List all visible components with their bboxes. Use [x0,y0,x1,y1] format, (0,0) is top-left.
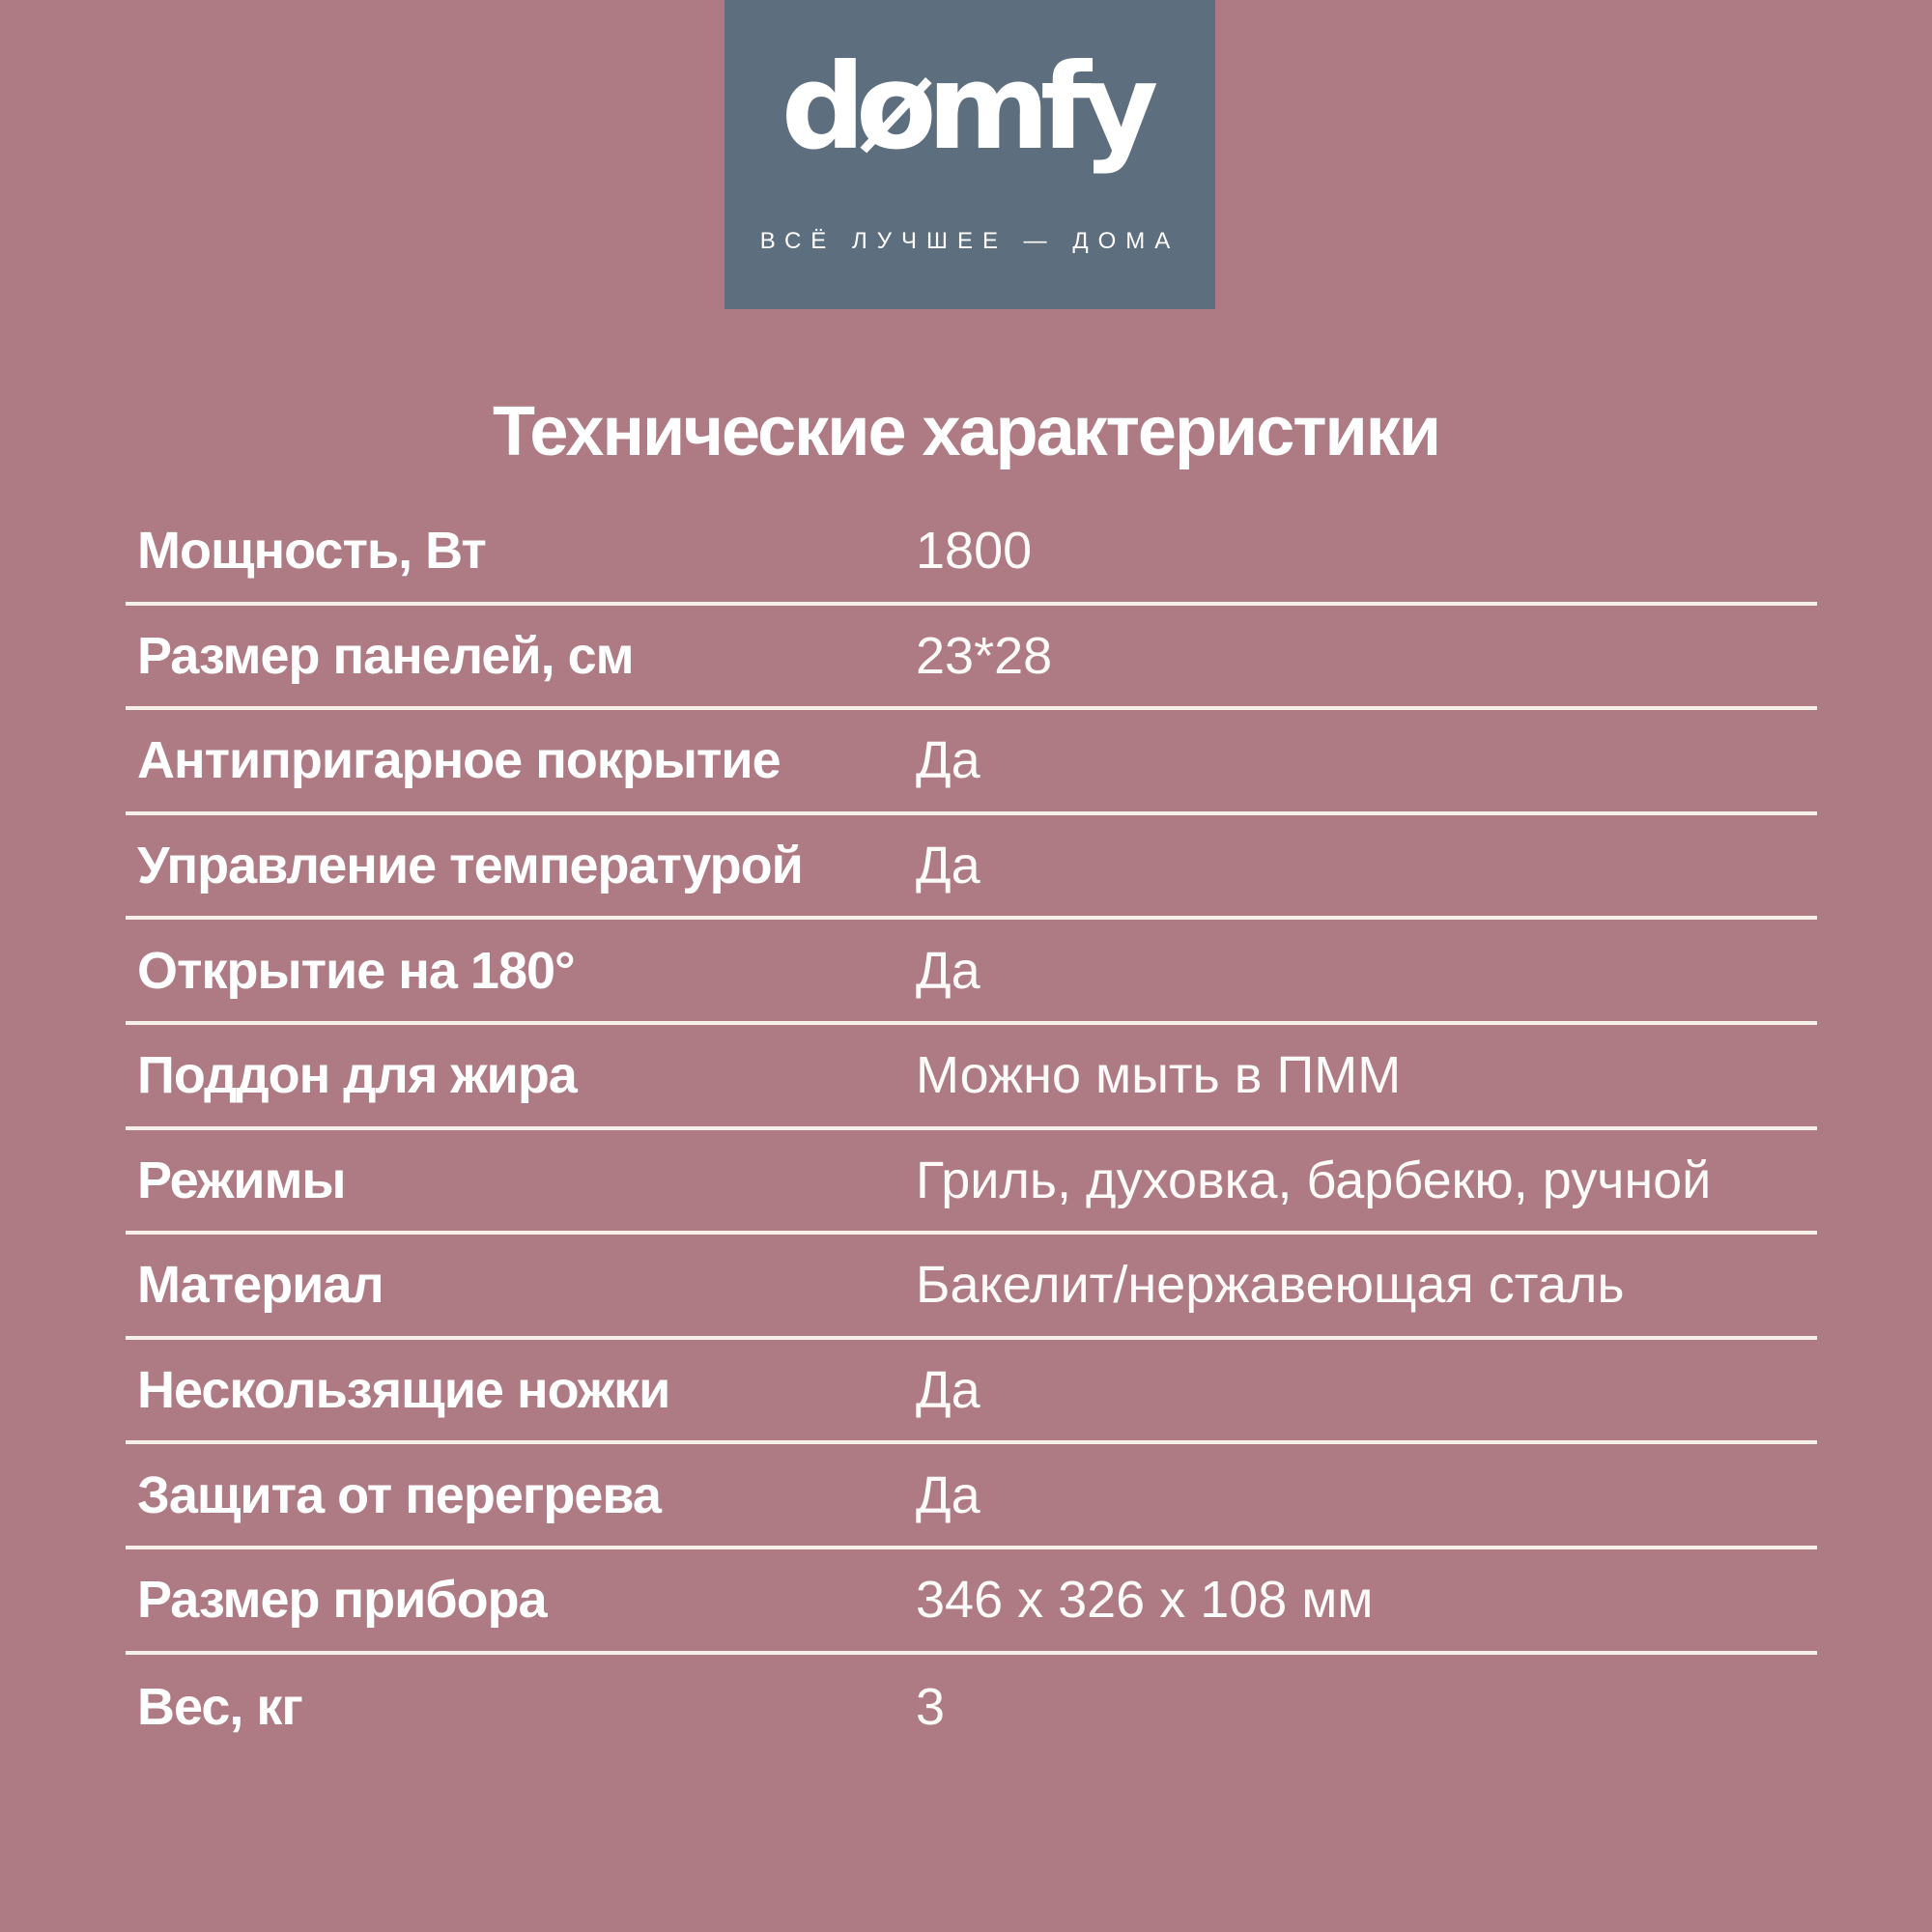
spec-row-nonstick [126,710,1817,815]
spec-value: 1800 [916,522,1033,581]
brand-tagline: ВСЁ ЛУЧШЕЕ — ДОМА [759,228,1180,254]
spec-row-device-size [126,1549,1817,1655]
spec-label: Материал [137,1256,384,1315]
brand-logo-box [724,0,1215,309]
spec-label: Размер прибора [137,1571,547,1630]
spec-value: Да [916,941,980,1000]
spec-label: Мощность, Вт [137,522,486,581]
spec-label: Размер панелей, см [137,626,634,685]
spec-table [126,500,1817,1759]
spec-label: Нескользящие ножки [137,1361,670,1420]
spec-label: Антипригарное покрытие [137,731,781,790]
brand-wordmark: dømfy [781,39,1150,176]
spec-value: 3 [916,1677,946,1736]
spec-label: Вес, кг [137,1677,302,1736]
spec-row-power [126,500,1817,606]
spec-row-panel-size [126,606,1817,711]
spec-value: Да [916,1465,980,1524]
spec-label: Открытие на 180° [137,941,575,1000]
spec-label: Защита от перегрева [137,1465,661,1524]
spec-value: Да [916,731,980,790]
page-title: Технические характеристики [492,393,1440,470]
spec-row-nonslip-feet [126,1340,1817,1445]
brand-logo [724,37,1215,178]
spec-value: 346 x 326 x 108 мм [916,1571,1374,1630]
spec-value: Гриль, духовка, барбекю, ручной [916,1151,1712,1209]
spec-value: Да [916,1361,980,1420]
spec-row-temp-control [126,815,1817,921]
spec-value: Можно мыть в ПММ [916,1046,1402,1105]
spec-row-material [126,1235,1817,1340]
spec-row-modes [126,1130,1817,1236]
spec-row-overheat-protection [126,1444,1817,1549]
spec-row-open-180 [126,920,1817,1025]
spec-label: Управление температурой [137,837,803,895]
spec-row-drip-tray [126,1025,1817,1130]
spec-value: Да [916,837,980,895]
spec-value: Бакелит/нержавеющая сталь [916,1256,1625,1315]
spec-label: Режимы [137,1151,346,1209]
spec-value: 23*28 [916,626,1053,685]
spec-label: Поддон для жира [137,1046,577,1105]
spec-row-weight [126,1655,1817,1760]
